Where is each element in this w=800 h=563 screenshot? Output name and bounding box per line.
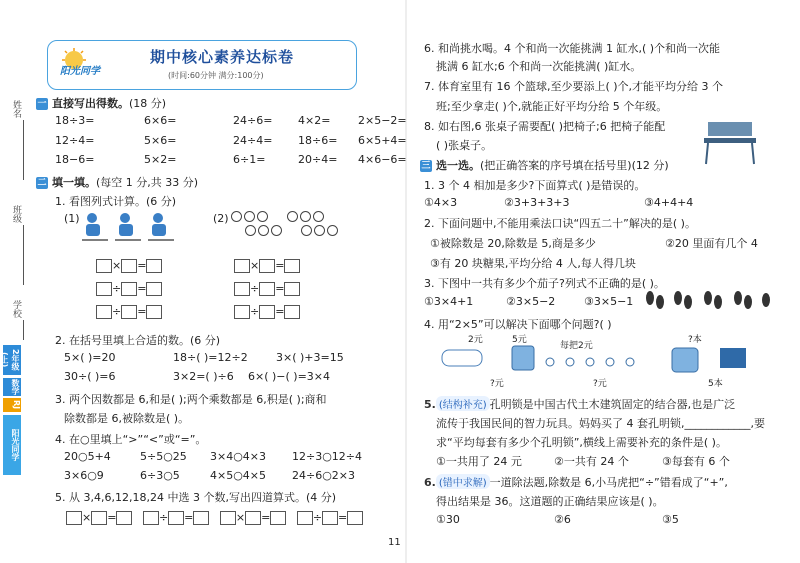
class-line [23,225,24,285]
q8-line2: ( )张桌子。 [436,139,493,152]
price-label-2yuan: 2元 [468,335,483,345]
spine-grade: 2年级(上) [3,345,21,375]
q2-line2a[interactable]: 30÷( )=6 [64,370,116,383]
section-three-icon: 三 [421,161,431,171]
q1-part1-label: (1) [64,212,80,225]
section1-heading: 一 直接写出得数。(18 分) [37,97,167,110]
school-label: 学校 [11,300,21,318]
q1-part2-label: (2) [213,212,229,225]
section2-heading: 二 填一填。(每空 1 分,共 33 分) [37,176,199,189]
label-5-books: 5本 [708,379,723,389]
page-divider [405,0,407,563]
s3-q3-options: ①3×4+1 ②3×5−2 ③3×5−1 [424,295,634,308]
item-pictures-icon [440,344,770,376]
q2-line2b[interactable]: 3×2=( )÷6 [173,370,234,383]
school-line [23,320,24,340]
q2-line1c[interactable]: 3×( )+3=15 [276,351,344,364]
label-question-books: ?本 [688,335,702,345]
exam-info: (时间:60分钟 满分:100分) [168,71,264,80]
q5-title: 5. 从 3,4,6,12,18,24 中选 3 个数,写出四道算式。(4 分) [55,491,337,504]
q1-answer-boxes-left[interactable]: × = ÷ = ÷ = [96,259,162,319]
s3-q2-option1: ①被除数是 20,除数是 5,商是多少 [430,237,596,250]
q6-line1: 6. 和尚挑水喝。4 个和尚一次能挑满 1 缸水,( )个和尚一次能 [424,42,721,55]
q2-title: 2. 在括号里填上合适的数。(6 分) [55,334,221,347]
s3-q2: 2. 下面问题中,不能用乘法口诀“四五二十”解决的是( )。 [424,217,696,230]
q5-answer-boxes[interactable]: × = ÷ = × = ÷ = [66,511,363,525]
structure-supplement-tag: (结构补充) [436,396,490,411]
page-number: 11 [388,537,401,548]
section-two-icon: 二 [37,178,47,188]
circle-groups [230,211,339,239]
s3-q5-line3: 求“平均每套有多少个孔明锁”,横线上需要补充的条件是( )。 [436,436,727,449]
eggplants-icon [640,286,780,312]
q7-line2: 班;至少拿走( )个,就能正好平均分给 5 个年级。 [436,100,668,113]
s3-q3: 3. 下图中一共有多少个茄子?列式不正确的是( )。 [424,277,665,290]
q2-line2c[interactable]: 6×( )−( )=3×4 [248,370,331,383]
s3-q1-options: ①4×3 ②3+3+3+3 ③4+4+4 [424,196,694,209]
name-line [23,120,24,180]
label-question-yuan-2: ?元 [593,379,607,389]
section3-heading: 三 选一选。(把正确答案的序号填在括号里)(12 分) [421,159,669,172]
price-label-each2: 每把2元 [560,341,593,351]
s3-q4-pictures [440,332,770,392]
q4-row2[interactable]: 3×6○9 6÷3○5 4×5○4×5 24÷6○2×3 [64,469,356,482]
label-question-yuan-1: ?元 [490,379,504,389]
calc-row-2: 12÷4= 5×6= 24÷4= 18÷6= 6×5+4= [55,134,407,147]
spine-series: 阳光同学 [3,415,21,475]
error-analysis-tag: (错中求解) [436,474,490,489]
spine-edition: RJ [3,398,21,412]
s3-q5-line2: 流传于我国民间的智力玩具。妈妈买了 4 套孔明锁,____________,要 [436,417,765,430]
section-one-icon: 一 [37,99,47,109]
q3-line1: 3. 两个因数都是 6,和是( );两个乘数都是 6,积是( );商和 [55,393,327,406]
price-label-5yuan: 5元 [512,335,527,345]
q3-line2: 除数都是 6,被除数是( )。 [64,412,190,425]
q4-title: 4. 在○里填上“>”“<”或“=”。 [55,433,207,446]
s3-q2-option3: ③有 20 块糖果,平均分给 4 人,每人得几块 [430,257,636,270]
q1-title: 1. 看图列式计算。(6 分) [55,195,177,208]
q8-line1: 8. 如右图,6 张桌子需要配( )把椅子;6 把椅子能配 [424,120,666,133]
s3-q6-line2: 得出结果是 36。这道题的正确结果应该是( )。 [436,495,664,508]
q7-line1: 7. 体育室里有 16 个篮球,至少要添上( )个,才能平均分给 3 个 [424,80,724,93]
binding-margin [0,0,44,563]
s3-q2-option2: ②20 里面有几个 4 [665,237,758,250]
calc-row-3: 18−6= 5×2= 6÷1= 20÷4= 4×6−6= [55,153,407,166]
q1-answer-boxes-right[interactable]: × = ÷ = ÷ = [234,259,300,319]
q2-line1b[interactable]: 18÷( )=12÷2 [173,351,248,364]
q2-line1a[interactable]: 5×( )=20 [64,351,116,364]
q6-line2: 挑满 6 缸水;6 个和尚一次能挑满( )缸水。 [436,60,642,73]
children-seesaw-icon [80,210,180,245]
calc-row-1: 18÷3= 6×6= 24÷6= 4×2= 2×5−2= [55,114,407,127]
s3-q6-options: ①30 ②6 ③5 [436,513,679,526]
spine-subject: 数学 [3,378,21,396]
s3-q5-options: ①一共用了 24 元 ②一共有 24 个 ③每套有 6 个 [436,455,730,468]
logo-text: 阳光同学 [60,66,100,77]
class-label: 班级 [11,205,21,223]
page-title: 期中核心素养达标卷 [150,48,295,66]
table-chairs-icon [700,120,760,165]
name-label: 姓名 [11,100,21,118]
q4-row1[interactable]: 20○5+4 5÷5○25 3×4○4×3 12÷3○12÷4 [64,450,363,463]
s3-q6-line1: 6. (错中求解) 一道除法题,除数是 6,小马虎把“÷”错看成了“+”, [424,476,728,489]
s3-q5-line1: 5. (结构补充) 孔明锁是中国古代土木建筑固定的结合器,也是广泛 [424,398,736,411]
s3-q1: 1. 3 个 4 相加是多少?下面算式( )是错误的。 [424,179,646,192]
s3-q4: 4. 用“2×5”可以解决下面哪个问题?( ) [424,318,612,331]
